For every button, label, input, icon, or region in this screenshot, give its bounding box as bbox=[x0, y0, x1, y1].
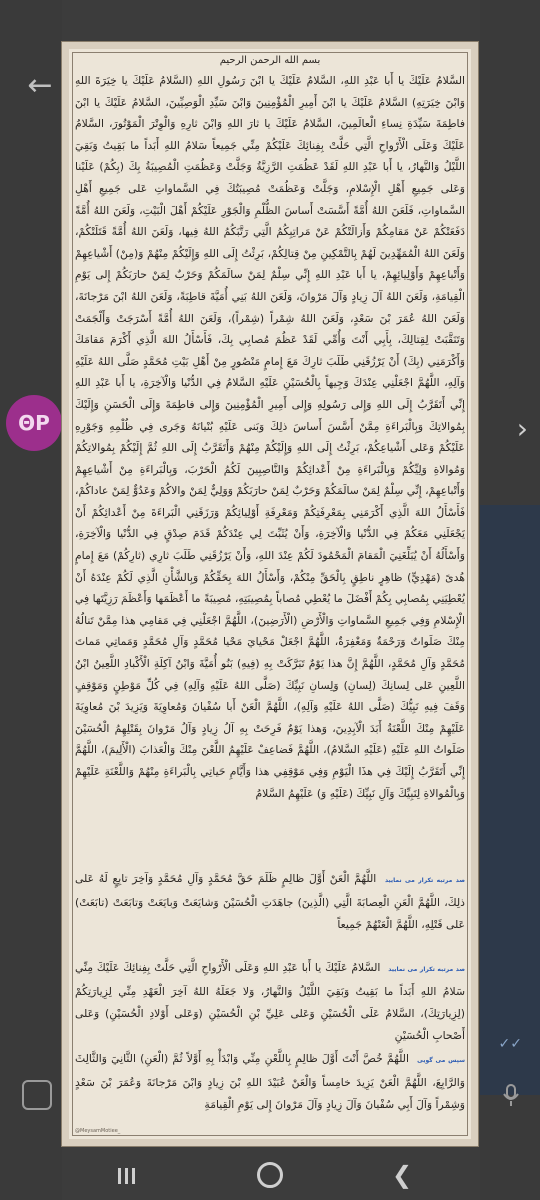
recent-apps-icon[interactable] bbox=[118, 1168, 136, 1184]
document-text bbox=[75, 55, 465, 1117]
chat-background-left bbox=[0, 0, 62, 1200]
document-image[interactable] bbox=[62, 42, 478, 1146]
basmala: بسم الله الرحمن الرحیم bbox=[219, 55, 321, 66]
sticker-icon[interactable] bbox=[22, 1080, 52, 1110]
section-text: السَّلامُ عَلَيْكَ يا أَبا عَبْدِ اللهِ وَعَلَى الْأَرْواحِ الَّتِي حَلَّتْ بِفِنائِكَ عَلَيْكَ مِنِّي سَلامُ اللهِ أَبَداً ما بَقِيتُ وَبَقِيَ اللَّيْلُ وَالنَّهارُ، وَلا جَعَلَهُ اللهُ آخِرَ الْعَهْدِ مِنِّي لِزِيارَتِكُمْ (لِزِيارَتِكَ)، السَّلامُ عَلَى الْحُسَيْنِ وَعَلى عَلِيِّ بْنِ الْحُسَيْنِ (وَعَلى أَوْلادِ الْحُسَيْنِ) وَعَلى أَصْحابِ الْحُسَيْنِ bbox=[75, 961, 465, 1042]
double-check-icon: ✓✓ bbox=[498, 1036, 522, 1052]
system-navbar bbox=[0, 1152, 540, 1200]
section-curse bbox=[75, 868, 465, 954]
microphone-icon[interactable] bbox=[498, 1082, 524, 1108]
chat-bubble-background bbox=[480, 505, 540, 1095]
home-icon[interactable] bbox=[257, 1162, 283, 1188]
chevron-right-icon[interactable]: › bbox=[516, 412, 528, 445]
section-text: اللَّهُمَّ الْعَنْ أَوَّلَ ظالِمٍ ظَلَمَ حَقَّ مُحَمَّدٍ وَآلِ مُحَمَّدٍ وَآخِرَ تابِعٍ لَهُ عَلى ذلِكَ، اللَّهُمَّ الْعَنِ الْعِصابَةَ الَّتِي (الَّذِينَ) جاهَدَتِ الْحُسَيْنَ وَشايَعَتْ وَبايَعَتْ وَتابَعَتْ (تابَعَتْ) عَلى قَتْلِهِ، اللَّهُمَّ الْعَنْهُمْ جَمِيعاً bbox=[75, 872, 465, 931]
ziyarat-main-text: السَّلامُ عَلَيْكَ يا أَبا عَبْدِ اللهِ، السَّلامُ عَلَيْكَ يا ابْنَ رَسُولِ اللهِ (السَّلامُ عَلَيْكَ يا خِيَرَةَ اللهِ وَابْنَ خِيَرَتِهِ) السَّلامُ عَلَيْكَ يا ابْنَ أَمِيرِ الْمُؤْمِنِينَ وَابْنَ سَيِّدِ الْوَصِيِّينَ، السَّلامُ عَلَيْكَ يا ابْنَ فاطِمَةَ سَيِّدَةِ نِساءِ الْعالَمِينَ، السَّلامُ عَلَيْكَ يا ثارَ اللهِ وَابْنَ ثارِهِ وَالْوِتْرَ الْمَوْتُورَ، السَّلامُ عَلَيْكَ وَعَلَى الْأَرْواحِ الَّتِي حَلَّتْ بِفِنائِكَ عَلَيْكُمْ مِنِّي جَمِيعاً سَلامُ اللهِ أَبَداً ما بَقِيتُ وَبَقِيَ اللَّيْلُ وَالنَّهارُ، يا أَبا عَبْدِ اللهِ لَقَدْ عَظُمَتِ الرَّزِيَّةُ وَجَلَّتْ وَعَظُمَتِ الْمُصِيبَةُ بِكَ (بِكُمْ) عَلَيْنا وَعَلى جَمِيعِ أَهْلِ الْإِسْلامِ، وَجَلَّتْ وَعَظُمَتْ مُصِيبَتُكَ فِي السَّماواتِ عَلى جَمِيعِ أَهْلِ السَّماواتِ، فَلَعَنَ اللهُ أُمَّةً أَسَّسَتْ أَساسَ الظُّلْمِ وَالْجَوْرِ عَلَيْكُمْ أَهْلَ الْبَيْتِ، وَلَعَنَ اللهُ أُمَّةً دَفَعَتْكُمْ عَنْ مَقامِكُمْ وَأَزالَتْكُمْ عَنْ مَراتِبِكُمُ الَّتِي رَتَّبَكُمُ اللهُ فِيها، وَلَعَنَ اللهُ أُمَّةً قَتَلَتْكُمْ، وَلَعَنَ اللهُ الْمُمَهِّدِينَ لَهُمْ بِالتَّمْكِينِ مِنْ قِتالِكُمْ، بَرِئْتُ إِلَى اللهِ وَإِلَيْكُمْ مِنْهُمْ وَ(مِنْ) أَشْياعِهِمْ وَأَتْباعِهِمْ وَأَوْلِيائِهِمْ، يا أَبا عَبْدِ اللهِ إِنِّي سِلْمٌ لِمَنْ سالَمَكُمْ وَحَرْبٌ لِمَنْ حارَبَكُمْ إِلى يَوْمِ الْقِيامَةِ، وَلَعَنَ اللهُ آلَ زِيادٍ وَآلَ مَرْوانَ، وَلَعَنَ اللهُ بَنِي أُمَيَّةَ قاطِبَةً، وَلَعَنَ اللهُ ابْنَ مَرْجانَةَ، وَلَعَنَ اللهُ عُمَرَ بْنَ سَعْدٍ، وَلَعَنَ اللهُ شِمْراً (شِمْراً)، وَلَعَنَ اللهُ أُمَّةً أَسْرَجَتْ وَأَلْجَمَتْ وَتَنَقَّبَتْ لِقِتالِكَ، بِأَبِي أَنْتَ وَأُمِّي لَقَدْ عَظُمَ مُصابِي بِكَ، فَأَسْأَلُ اللهَ الَّذِي أَكْرَمَ مَقامَكَ وَأَكْرَمَنِي (بِكَ) أَنْ يَرْزُقَنِي طَلَبَ ثارِكَ مَعَ إِمامٍ مَنْصُورٍ مِنْ أَهْلِ بَيْتِ مُحَمَّدٍ صَلَّى اللهُ عَلَيْهِ وَآلِهِ، اللَّهُمَّ اجْعَلْنِي عِنْدَكَ وَجِيهاً بِالْحُسَيْنِ عَلَيْهِ السَّلامُ فِي الدُّنْيا وَالْآخِرَةِ، يا أَبا عَبْدِ اللهِ إِنِّي أَتَقَرَّبُ إِلَى اللهِ وَإِلى رَسُولِهِ وَإِلى أَمِيرِ الْمُؤْمِنِينَ وَإِلى فاطِمَةَ وَإِلَى الْحَسَنِ وَإِلَيْكَ بِمُوالاتِكَ وَبِالْبَراءَةِ مِمَّنْ أَسَّسَ أَساسَ ذلِكَ وَبَنى عَلَيْهِ بُنْيانَهُ وَجَرى فِي ظُلْمِهِ وَجَوْرِهِ عَلَيْكُمْ وَعَلى أَشْياعِكُمْ، بَرِئْتُ إِلَى اللهِ وَإِلَيْكُمْ مِنْهُمْ وَأَتَقَرَّبُ إِلَى اللهِ ثُمَّ إِلَيْكُمْ بِمُوالاتِكُمْ وَمُوالاةِ وَلِيِّكُمْ وَبِالْبَراءَةِ مِنْ أَعْدائِكُمْ وَالنَّاصِبِينَ لَكُمُ الْحَرْبَ، وَبِالْبَراءَةِ مِنْ أَشْياعِهِمْ وَأَتْباعِهِمْ، إِنِّي سِلْمٌ لِمَنْ سالَمَكُمْ وَحَرْبٌ لِمَنْ حارَبَكُمْ وَوَلِيٌّ لِمَنْ والاكُمْ وَعَدُوٌّ لِمَنْ عاداكُمْ، فَأَسْأَلُ اللهَ الَّذِي أَكْرَمَنِي بِمَعْرِفَتِكُمْ وَمَعْرِفَةِ أَوْلِيائِكُمْ وَرَزَقَنِي الْبَراءَةَ مِنْ أَعْدائِكُمْ أَنْ يَجْعَلَنِي مَعَكُمْ فِي الدُّنْيا وَالْآخِرَةِ، وَأَنْ يُثَبِّتَ لِي عِنْدَكُمْ قَدَمَ صِدْقٍ فِي الدُّنْيا وَالْآخِرَةِ، وَأَسْأَلُهُ أَنْ يُبَلِّغَنِيَ الْمَقامَ الْمَحْمُودَ لَكُمْ عِنْدَ اللهِ، وَأَنْ يَرْزُقَنِي طَلَبَ ثارِي (ثارِكُمْ) مَعَ إِمامٍ هُدىً (مَهْدِيٍّ) ظاهِرٍ ناطِقٍ بِالْحَقِّ مِنْكُمْ، وَأَسْأَلُ اللهَ بِحَقِّكُمْ وَبِالشَّأْنِ الَّذِي لَكُمْ عِنْدَهُ أَنْ يُعْطِيَنِي بِمُصابِي بِكُمْ أَفْضَلَ ما يُعْطِي مُصاباً بِمُصِيبَتِهِ، مُصِيبَةً ما أَعْظَمَها وَأَعْظَمَ رَزِيَّتَها فِي الْإِسْلامِ وَفِي جَمِيعِ السَّماواتِ وَالْأَرْضِ (الْأَرَضِينَ)، اللَّهُمَّ اجْعَلْنِي فِي مَقامِي هذا مِمَّنْ تَنالُهُ مِنْكَ صَلَواتٌ وَرَحْمَةٌ وَمَغْفِرَةٌ، اللَّهُمَّ اجْعَلْ مَحْيايَ مَحْيا مُحَمَّدٍ وَآلِ مُحَمَّدٍ وَمَماتِي مَماتَ مُحَمَّدٍ وَآلِ مُحَمَّدٍ، اللَّهُمَّ إِنَّ هذا يَوْمٌ تَبَرَّكَتْ بِهِ (فِيهِ) بَنُو أُمَيَّةَ وَابْنُ آكِلَةِ الْأَكْبادِ اللَّعِينُ ابْنُ اللَّعِينِ عَلى لِسانِكَ (لِسانِ) وَلِسانِ نَبِيِّكَ (صَلَّى اللهُ عَلَيْهِ وَآلِهِ) فِي كُلِّ مَوْطِنٍ وَمَوْقِفٍ وَقَفَ فِيهِ نَبِيُّكَ (صَلَّى اللهُ عَلَيْهِ وَآلِهِ)، اللَّهُمَّ الْعَنْ أَبا سُفْيانَ وَمُعاوِيَةَ وَيَزِيدَ بْنَ مُعاوِيَةَ عَلَيْهِمْ مِنْكَ اللَّعْنَةُ أَبَدَ الْآبِدِينَ، وَهذا يَوْمٌ فَرِحَتْ بِهِ آلُ زِيادٍ وَآلُ مَرْوانَ بِقَتْلِهِمُ الْحُسَيْنَ صَلَواتُ اللهِ عَلَيْهِ (عَلَيْهِ السَّلامُ)، اللَّهُمَّ فَضاعِفْ عَلَيْهِمُ اللَّعْنَ مِنْكَ وَالْعَذابَ (الْأَلِيمَ)، اللَّهُمَّ إِنِّي أَتَقَرَّبُ إِلَيْكَ فِي هذَا الْيَوْمِ وَفِي مَوْقِفِي هذا وَأَيَّامِ حَياتِي بِالْبَراءَةِ مِنْهُمْ وَاللَّعْنَةِ عَلَيْهِمْ وَبِالْمُوالاةِ لِنَبِيِّكَ وَآلِ نَبِيِّكَ (عَلَيْهِ وَ) عَلَيْهِمُ السَّلامُ bbox=[75, 74, 465, 800]
watermark: @MeysamMotiee_ bbox=[75, 1128, 121, 1134]
repeat-note: صد مرتبه تکرار می نمایید bbox=[388, 966, 465, 973]
repeat-note: صد مرتبه تکرار می نمایید bbox=[384, 877, 465, 884]
instruction-note: سپس می گویی bbox=[417, 1057, 465, 1064]
section-text: اللَّهُمَّ خُصَّ أَنْتَ أَوَّلَ ظالِمٍ بِاللَّعْنِ مِنِّي وَابْدَأْ بِهِ أَوَّلاً ثُمَّ (الْعَنِ) الثَّانِيَ وَالثَّالِثَ وَالرَّابِعَ، اللَّهُمَّ الْعَنْ يَزِيدَ خامِساً وَالْعَنْ عُبَيْدَ اللهِ بْنَ زِيادٍ وَابْنَ مَرْجانَةَ وَعُمَرَ بْنَ سَعْدٍ وَشِمْراً وَآلَ أَبِي سُفْيانَ وَآلَ زِيادٍ وَآلَ مَرْوانَ إِلى يَوْمِ الْقِيامَةِ bbox=[75, 1052, 465, 1111]
channel-avatar[interactable]: ΘP bbox=[6, 395, 62, 451]
section-salutation bbox=[75, 957, 465, 1045]
nav-back-icon[interactable]: ❮ bbox=[392, 1161, 413, 1189]
arrow-left-icon[interactable]: ← bbox=[27, 68, 53, 103]
section-then-say bbox=[75, 1048, 465, 1117]
